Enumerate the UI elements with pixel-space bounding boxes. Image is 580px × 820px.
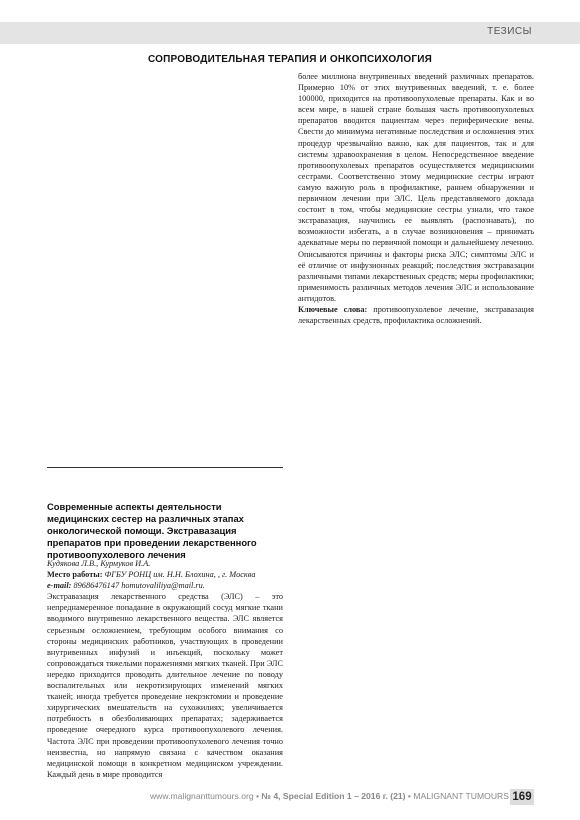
- right-column-paragraph: более миллиона внутривенных введений различных препаратов. Примерно 10% от этих внутривенных введений, т. е. более 100000, приходится на противоопухолевые препараты. Как и во всем мире, в нашей стране большая часть противоопухолевых препаратов вводится пациентам через периферические вены. Свести до минимума негативные последствия и осложнения этих процедур чрезвычайно важно, как для пациентов, так и для системы здравоохранения в целом. Непосредственное введение противоопухолевых препаратов осуществляется медицинскими сестрами. Соответственно этому медицинские сестры играют самую важную роль в профилактике, раннем обнаружении и первичном лечении при ЭЛС. Цель представляемого доклада состоит в том, чтобы медицинские сестры узнали, что такое экстравазация, научились ее выявлять (распознавать), по возможности избегать, а в случае возникновения – принимать адекватные меры по первичной помощи и дальнейшему лечению. Описываются причины и факторы риска ЭЛС; симптомы ЭЛС и её отличие от инфузионных реакций; последствия экстравазации различными типами лекарственных средств; меры профилактики; применимость различных методов лечения ЭЛС и использование антидотов.: [298, 72, 534, 303]
- article-email: e-mail: 89686476147 homutovaliliya@mail.ru.: [47, 581, 205, 591]
- right-column: [298, 71, 534, 326]
- page-number: 169: [510, 789, 534, 805]
- article-title: Современные аспекты деятельности медицинских сестер на различных этапах онкологической помощи. Экстравазация препаратов при проведении лекарственного противоопухолевого лечения: [47, 501, 257, 560]
- header-label: ТЕЗИСЫ: [487, 26, 532, 37]
- footer-text: www.malignanttumours.org • № 4, Special Edition 1 – 2016 г. (21) • MALIGNANT TUMOURS: [149, 791, 509, 801]
- section-title: СОПРОВОДИТЕЛЬНАЯ ТЕРАПИЯ И ОНКОПСИХОЛОГИЯ: [147, 54, 432, 65]
- footer: [0, 789, 580, 805]
- article-column: [47, 558, 283, 780]
- article-body: Экстравазация лекарственного средства (ЭЛС) – это непреднамеренное попадание в окружающий сосуд мягкие ткани вводимого внутривенно лекарственного вещества. ЭЛС является серьезным осложнением, требующим особого внимания со стороны медицинских работников, участвующих в проведении внутривенных инфузий и инъекций, поскольку может сопровождаться тяжелыми поражениями мягких тканей. При ЭЛС нередко приходится проводить длительное лечение по поводу воспалительных или некротизирующих изменений мягких тканей; иногда требуется проведение некрэктомии и проведение хирургических вмешательств на сухожилиях; увеличивается потребность в обезболивающих препаратах; задерживается проведение очередного курса противоопухолевого лечения. Частота ЭЛС при проведении противоопухолевого лечения точно неизвестна, но напрямую связана с качеством оказания медицинской помощи в конкретном медицинском учреждении. Каждый день в мире проводится: [47, 592, 283, 779]
- keywords-text: противоопухолевое лечение, экстравазация лекарственных средств, профилактика осложнений.: [298, 304, 534, 326]
- column-divider: [47, 467, 283, 468]
- keywords: [298, 304, 534, 326]
- header-band: [0, 22, 580, 44]
- article-workplace: Место работы: ФГБУ РОНЦ им. Н.Н. Блохина, , г. Москва: [47, 570, 256, 580]
- article-authors: Кудякова Л.В., Курмуков И.А.: [47, 559, 151, 568]
- keywords-label: Ключевые слова:: [298, 304, 368, 314]
